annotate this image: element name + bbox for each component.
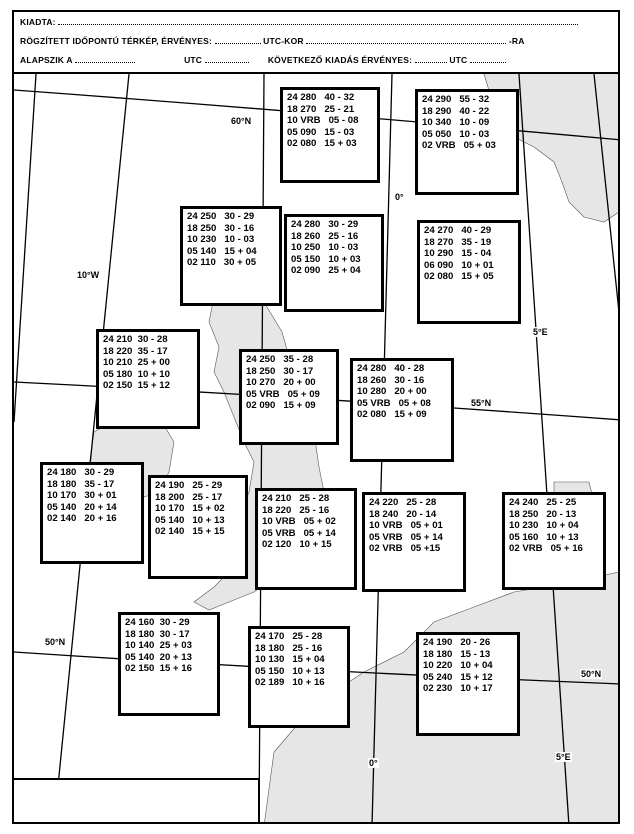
ra-label: -RA: [508, 36, 525, 46]
wind-row: 18 180 15 - 13: [423, 648, 491, 660]
wind-box-13: [502, 492, 606, 590]
wind-row: 10 280 20 + 00: [357, 386, 427, 397]
lon-5e-bottom-label: 5°E: [556, 752, 571, 762]
wind-row: 02 VRB 05 + 03: [422, 140, 496, 151]
wind-box-7: [239, 349, 339, 445]
wind-row: 18 180 35 - 17: [47, 478, 115, 490]
wind-row: 10 220 10 + 04: [423, 660, 493, 671]
wind-row: 10 140 25 + 03: [125, 640, 192, 651]
wind-row: 18 240 20 - 14: [369, 508, 437, 520]
wind-row: 10 210 25 + 00: [103, 357, 170, 368]
based-on-field[interactable]: [75, 55, 135, 63]
wind-row: 24 190 25 - 29: [155, 480, 223, 491]
wind-row: 05 180 10 + 10: [103, 368, 170, 380]
issued-line: [20, 17, 578, 27]
wind-row: 02 090 15 + 09: [246, 400, 316, 411]
wind-row: 24 190 20 - 26: [423, 637, 491, 648]
wind-row: 05 150 10 + 13: [255, 665, 325, 677]
wind-row: 02 230 10 + 17: [423, 683, 493, 694]
wind-row: 18 250 20 - 13: [509, 508, 577, 520]
wind-row: 24 250 30 - 29: [187, 211, 255, 222]
lat-50n-left-label: 50°N: [45, 637, 66, 647]
wind-box-15: [248, 626, 350, 728]
wind-row: 18 220 25 - 16: [262, 504, 330, 516]
wind-row: 05 050 10 - 03: [422, 128, 490, 140]
wind-box-8: [350, 358, 454, 462]
wind-row: 05 VRB 05 + 14: [369, 531, 443, 543]
wind-row: 24 210 30 - 28: [103, 334, 168, 345]
wind-row: 24 180 30 - 29: [47, 467, 115, 478]
lat-60n-label: 60°N: [231, 116, 252, 126]
wind-row: 02 110 30 + 05: [187, 257, 257, 268]
wind-row: 24 220 25 - 28: [369, 497, 437, 508]
wind-row: 24 290 55 - 32: [422, 94, 490, 105]
wind-row: 18 250 30 - 17: [246, 365, 314, 377]
next-issue-field[interactable]: [415, 55, 447, 63]
wind-row: 02 140 20 + 16: [47, 513, 117, 524]
wind-row: 24 280 40 - 32: [287, 92, 355, 103]
wind-row: 18 180 25 - 16: [255, 642, 323, 654]
wind-row: 18 250 30 - 16: [187, 222, 255, 234]
wind-row: 18 290 40 - 22: [422, 105, 490, 117]
wind-box-9: [40, 462, 144, 564]
form-header: [14, 12, 618, 74]
wind-row: 18 270 35 - 19: [424, 236, 492, 248]
wind-row: 05 140 10 + 13: [155, 514, 225, 526]
wind-row: 24 270 40 - 29: [424, 225, 492, 236]
wind-row: 10 VRB 05 + 01: [369, 520, 443, 531]
wind-row: 02 080 15 + 03: [287, 138, 357, 149]
fixed-time-label: RÖGZÍTETT IDŐPONTÚ TÉRKÉP, ÉRVÉNYES:: [20, 36, 213, 46]
wind-box-1: [280, 87, 380, 183]
lon-5e-label: 5°E: [533, 327, 548, 337]
wind-row: 24 240 25 - 25: [509, 497, 577, 508]
wind-row: 05 VRB 05 + 08: [357, 397, 431, 409]
wind-row: 02 080 15 + 05: [424, 271, 494, 282]
wind-row: 24 170 25 - 28: [255, 631, 323, 642]
lon-0-bottom-label: 0°: [369, 758, 378, 768]
wind-box-4: [284, 214, 384, 312]
wind-row: 10 250 10 - 03: [291, 242, 359, 253]
wind-row: 05 140 20 + 14: [47, 501, 117, 513]
utc-label: UTC: [184, 55, 203, 65]
wind-row: 10 170 15 + 02: [155, 503, 225, 514]
wind-box-6: [96, 329, 200, 429]
wind-row: 24 250 35 - 28: [246, 354, 314, 365]
wind-box-14: [118, 612, 220, 716]
lon-10w-label: 10°W: [77, 270, 100, 280]
wind-row: 02 150 15 + 12: [103, 380, 170, 391]
wind-row: 02 090 25 + 04: [291, 265, 361, 276]
wind-row: 02 120 10 + 15: [262, 539, 332, 550]
wind-row: 18 200 25 - 17: [155, 491, 223, 503]
meridian-15w: [14, 74, 36, 422]
wind-row: 24 210 25 - 28: [262, 493, 330, 504]
wind-row: 24 160 30 - 29: [125, 617, 190, 628]
wind-row: 18 270 25 - 21: [287, 103, 355, 115]
wind-row: 24 280 30 - 29: [291, 219, 359, 230]
next-issue-label: KÖVETKEZŐ KIADÁS ÉRVÉNYES:: [267, 55, 413, 65]
wind-row: 05 140 20 + 13: [125, 651, 192, 663]
wind-row: 02 VRB 05 + 16: [509, 543, 583, 554]
wind-row: 24 280 40 - 28: [357, 363, 425, 374]
lon-0-top-label: 0°: [395, 192, 404, 202]
utc-kor-label: UTC-KOR: [263, 36, 304, 46]
lat-55n-label: 55°N: [471, 398, 492, 408]
valid-until-field[interactable]: [306, 36, 506, 44]
wind-box-16: [416, 632, 520, 736]
wind-box-12: [362, 492, 466, 592]
wind-row: 10 VRB 05 + 02: [262, 516, 336, 527]
wind-row: 05 150 10 + 03: [291, 253, 361, 265]
wind-row: 06 090 10 + 01: [424, 259, 494, 271]
chart-frame: [12, 10, 620, 824]
notes-box[interactable]: [14, 778, 260, 824]
wind-row: 02 VRB 05 +15: [369, 543, 441, 554]
wind-row: 02 080 15 + 09: [357, 409, 427, 420]
wind-row: 02 140 15 + 15: [155, 526, 225, 537]
lat-50n-right-label: 50°N: [581, 669, 602, 679]
wind-row: 10 270 20 + 00: [246, 377, 316, 388]
wind-row: 05 140 15 + 04: [187, 245, 257, 257]
wind-row: 18 220 35 - 17: [103, 345, 168, 357]
wind-row: 10 230 10 + 04: [509, 520, 579, 531]
issued-field[interactable]: [58, 17, 578, 25]
based-on-utc-field[interactable]: [205, 55, 249, 63]
wind-row: 18 260 25 - 16: [291, 230, 359, 242]
utc-label-2: UTC: [449, 55, 468, 65]
wind-row: 05 240 15 + 12: [423, 671, 493, 683]
issued-label: KIADTA:: [20, 17, 56, 27]
fixed-time-line: [20, 36, 525, 46]
wind-row: 02 150 15 + 16: [125, 663, 192, 674]
wind-row: 05 VRB 05 + 09: [246, 388, 320, 400]
wind-row: 05 160 10 + 13: [509, 531, 579, 543]
wind-row: 05 090 15 - 03: [287, 126, 355, 138]
wind-row: 10 VRB 05 - 08: [287, 115, 359, 126]
wind-row: 10 340 10 - 09: [422, 117, 490, 128]
wind-row: 18 260 30 - 16: [357, 374, 425, 386]
valid-date-field[interactable]: [215, 36, 261, 44]
next-issue-utc-field[interactable]: [470, 55, 506, 63]
wind-box-11: [255, 488, 357, 590]
wind-row: 05 VRB 05 + 14: [262, 527, 336, 539]
based-on-label: ALAPSZIK A: [20, 55, 73, 65]
wind-box-2: [415, 89, 519, 195]
wind-row: 10 230 10 - 03: [187, 234, 255, 245]
wind-row: 10 130 15 + 04: [255, 654, 325, 665]
based-on-line: [20, 55, 506, 65]
wind-box-5: [417, 220, 521, 324]
wind-row: 18 180 30 - 17: [125, 628, 190, 640]
wind-box-10: [148, 475, 248, 579]
wind-row: 02 189 10 + 16: [255, 677, 325, 688]
wind-row: 10 290 15 - 04: [424, 248, 492, 259]
wind-box-3: [180, 206, 282, 306]
wind-row: 10 170 30 + 01: [47, 490, 117, 501]
